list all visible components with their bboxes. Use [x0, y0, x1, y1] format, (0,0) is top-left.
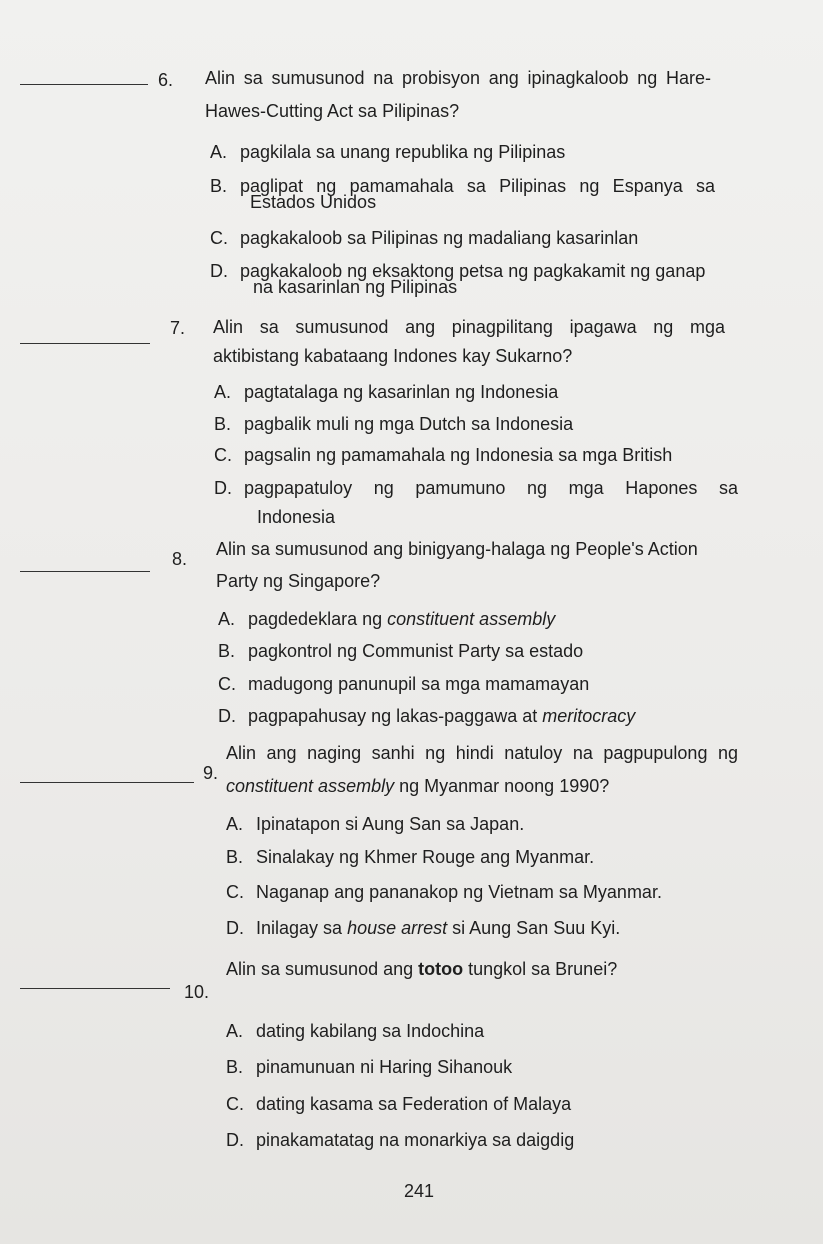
option-b	[226, 842, 594, 872]
question-stem-line: Alin sa sumusunod na probisyon ang ipinagkaloob ng Hare-	[205, 68, 711, 88]
option-text-continued: Estados Unidos	[250, 192, 377, 212]
option-text: pagkontrol ng Communist Party sa estado	[248, 641, 584, 661]
option-text: pagkakaloob ng eksaktong petsa ng pagkakamit ng ganap	[240, 261, 706, 281]
answer-blank[interactable]	[20, 343, 150, 344]
answer-blank[interactable]	[20, 988, 170, 989]
option-text-continued: na kasarinlan ng Pilipinas	[253, 277, 458, 297]
question-number: 10.	[184, 982, 210, 1002]
option-letter: C.	[214, 445, 232, 465]
option-letter: C.	[226, 1094, 244, 1114]
option-letter: A.	[218, 609, 236, 629]
option-letter: A.	[226, 814, 244, 834]
option-a	[218, 604, 555, 634]
option-a	[210, 137, 565, 167]
option-text: pagkakaloob sa Pilipinas ng madaliang kasarinlan	[240, 228, 639, 248]
option-text: pagbalik muli ng mga Dutch sa Indonesia	[244, 414, 574, 434]
question-stem-line: aktibistang kabataang Indones kay Sukarno?	[213, 346, 573, 366]
option-text: dating kasama sa Federation of Malaya	[256, 1094, 572, 1114]
option-letter: B.	[226, 1057, 244, 1077]
option-c	[226, 1089, 571, 1119]
option-letter: A.	[210, 142, 228, 162]
answer-blank[interactable]	[20, 782, 194, 783]
option-a	[226, 809, 524, 839]
option-letter: A.	[214, 382, 232, 402]
question-stem-line: Party ng Singapore?	[216, 571, 381, 591]
option-b	[226, 1052, 512, 1082]
question-stem-line: Alin sa sumusunod ang pinagpilitang ipagawa ng mga	[213, 317, 725, 337]
option-letter: B.	[218, 641, 236, 661]
question-stem-line: Alin ang naging sanhi ng hindi natuloy na pagpupulong ng	[226, 743, 738, 763]
option-text: pagsalin ng pamamahala ng Indonesia sa mga British	[244, 445, 673, 465]
option-text: pagpapahusay ng lakas-paggawa at meritocracy	[248, 706, 636, 726]
option-b	[214, 409, 573, 439]
option-text: Sinalakay ng Khmer Rouge ang Myanmar.	[256, 847, 595, 867]
option-letter: C.	[210, 228, 228, 248]
option-letter: D.	[226, 918, 244, 938]
option-c	[214, 440, 672, 470]
option-text: pinamunuan ni Haring Sihanouk	[256, 1057, 513, 1077]
option-letter: A.	[226, 1021, 244, 1041]
question-stem-line: Hawes-Cutting Act sa Pilipinas?	[205, 101, 460, 121]
option-c	[226, 877, 662, 907]
option-c	[218, 669, 589, 699]
option-text: pagdedeklara ng constituent assembly	[248, 609, 556, 629]
option-letter: B.	[214, 414, 232, 434]
option-letter: C.	[226, 882, 244, 902]
question-stem-line: Alin sa sumusunod ang binigyang-halaga ng People's Action	[216, 539, 698, 559]
option-letter: D.	[210, 261, 228, 281]
option-a	[226, 1016, 484, 1046]
option-text: dating kabilang sa Indochina	[256, 1021, 485, 1041]
option-text: madugong panunupil sa mga mamamayan	[248, 674, 590, 694]
option-letter: D.	[218, 706, 236, 726]
option-text: pagpapatuloy ng pamumuno ng mga Hapones sa	[244, 478, 738, 498]
option-d	[218, 701, 635, 731]
option-letter: B.	[210, 176, 228, 196]
option-c	[210, 223, 638, 253]
option-b	[218, 636, 583, 666]
option-text-continued: Indonesia	[257, 507, 336, 527]
option-text: pinakamatatag na monarkiya sa daigdig	[256, 1130, 575, 1150]
option-d	[214, 473, 738, 503]
option-text: pagtatalaga ng kasarinlan ng Indonesia	[244, 382, 559, 402]
question-number: 6.	[158, 70, 174, 90]
option-text: Ipinatapon si Aung San sa Japan.	[256, 814, 525, 834]
option-letter: B.	[226, 847, 244, 867]
option-letter: D.	[226, 1130, 244, 1150]
option-text: Naganap ang pananakop ng Vietnam sa Myanmar.	[256, 882, 662, 902]
option-text: Inilagay sa house arrest si Aung San Suu Kyi.	[256, 918, 621, 938]
answer-blank[interactable]	[20, 571, 150, 572]
option-letter: C.	[218, 674, 236, 694]
question-number: 8.	[172, 549, 188, 569]
option-a	[214, 377, 558, 407]
answer-blank[interactable]	[20, 84, 148, 85]
page-number: 241	[404, 1181, 435, 1201]
question-number: 7.	[170, 318, 186, 338]
option-text: pagkilala sa unang republika ng Pilipinas	[240, 142, 566, 162]
question-stem-line: constituent assembly ng Myanmar noong 1990?	[226, 776, 610, 796]
option-d	[226, 1125, 574, 1155]
option-letter: D.	[214, 478, 232, 498]
option-text: paglipat ng pamamahala sa Pilipinas ng Espanya sa	[240, 176, 715, 196]
option-d	[226, 913, 620, 943]
question-number: 9.	[203, 763, 219, 783]
question-stem-line: Alin sa sumusunod ang totoo tungkol sa Brunei?	[226, 959, 618, 979]
